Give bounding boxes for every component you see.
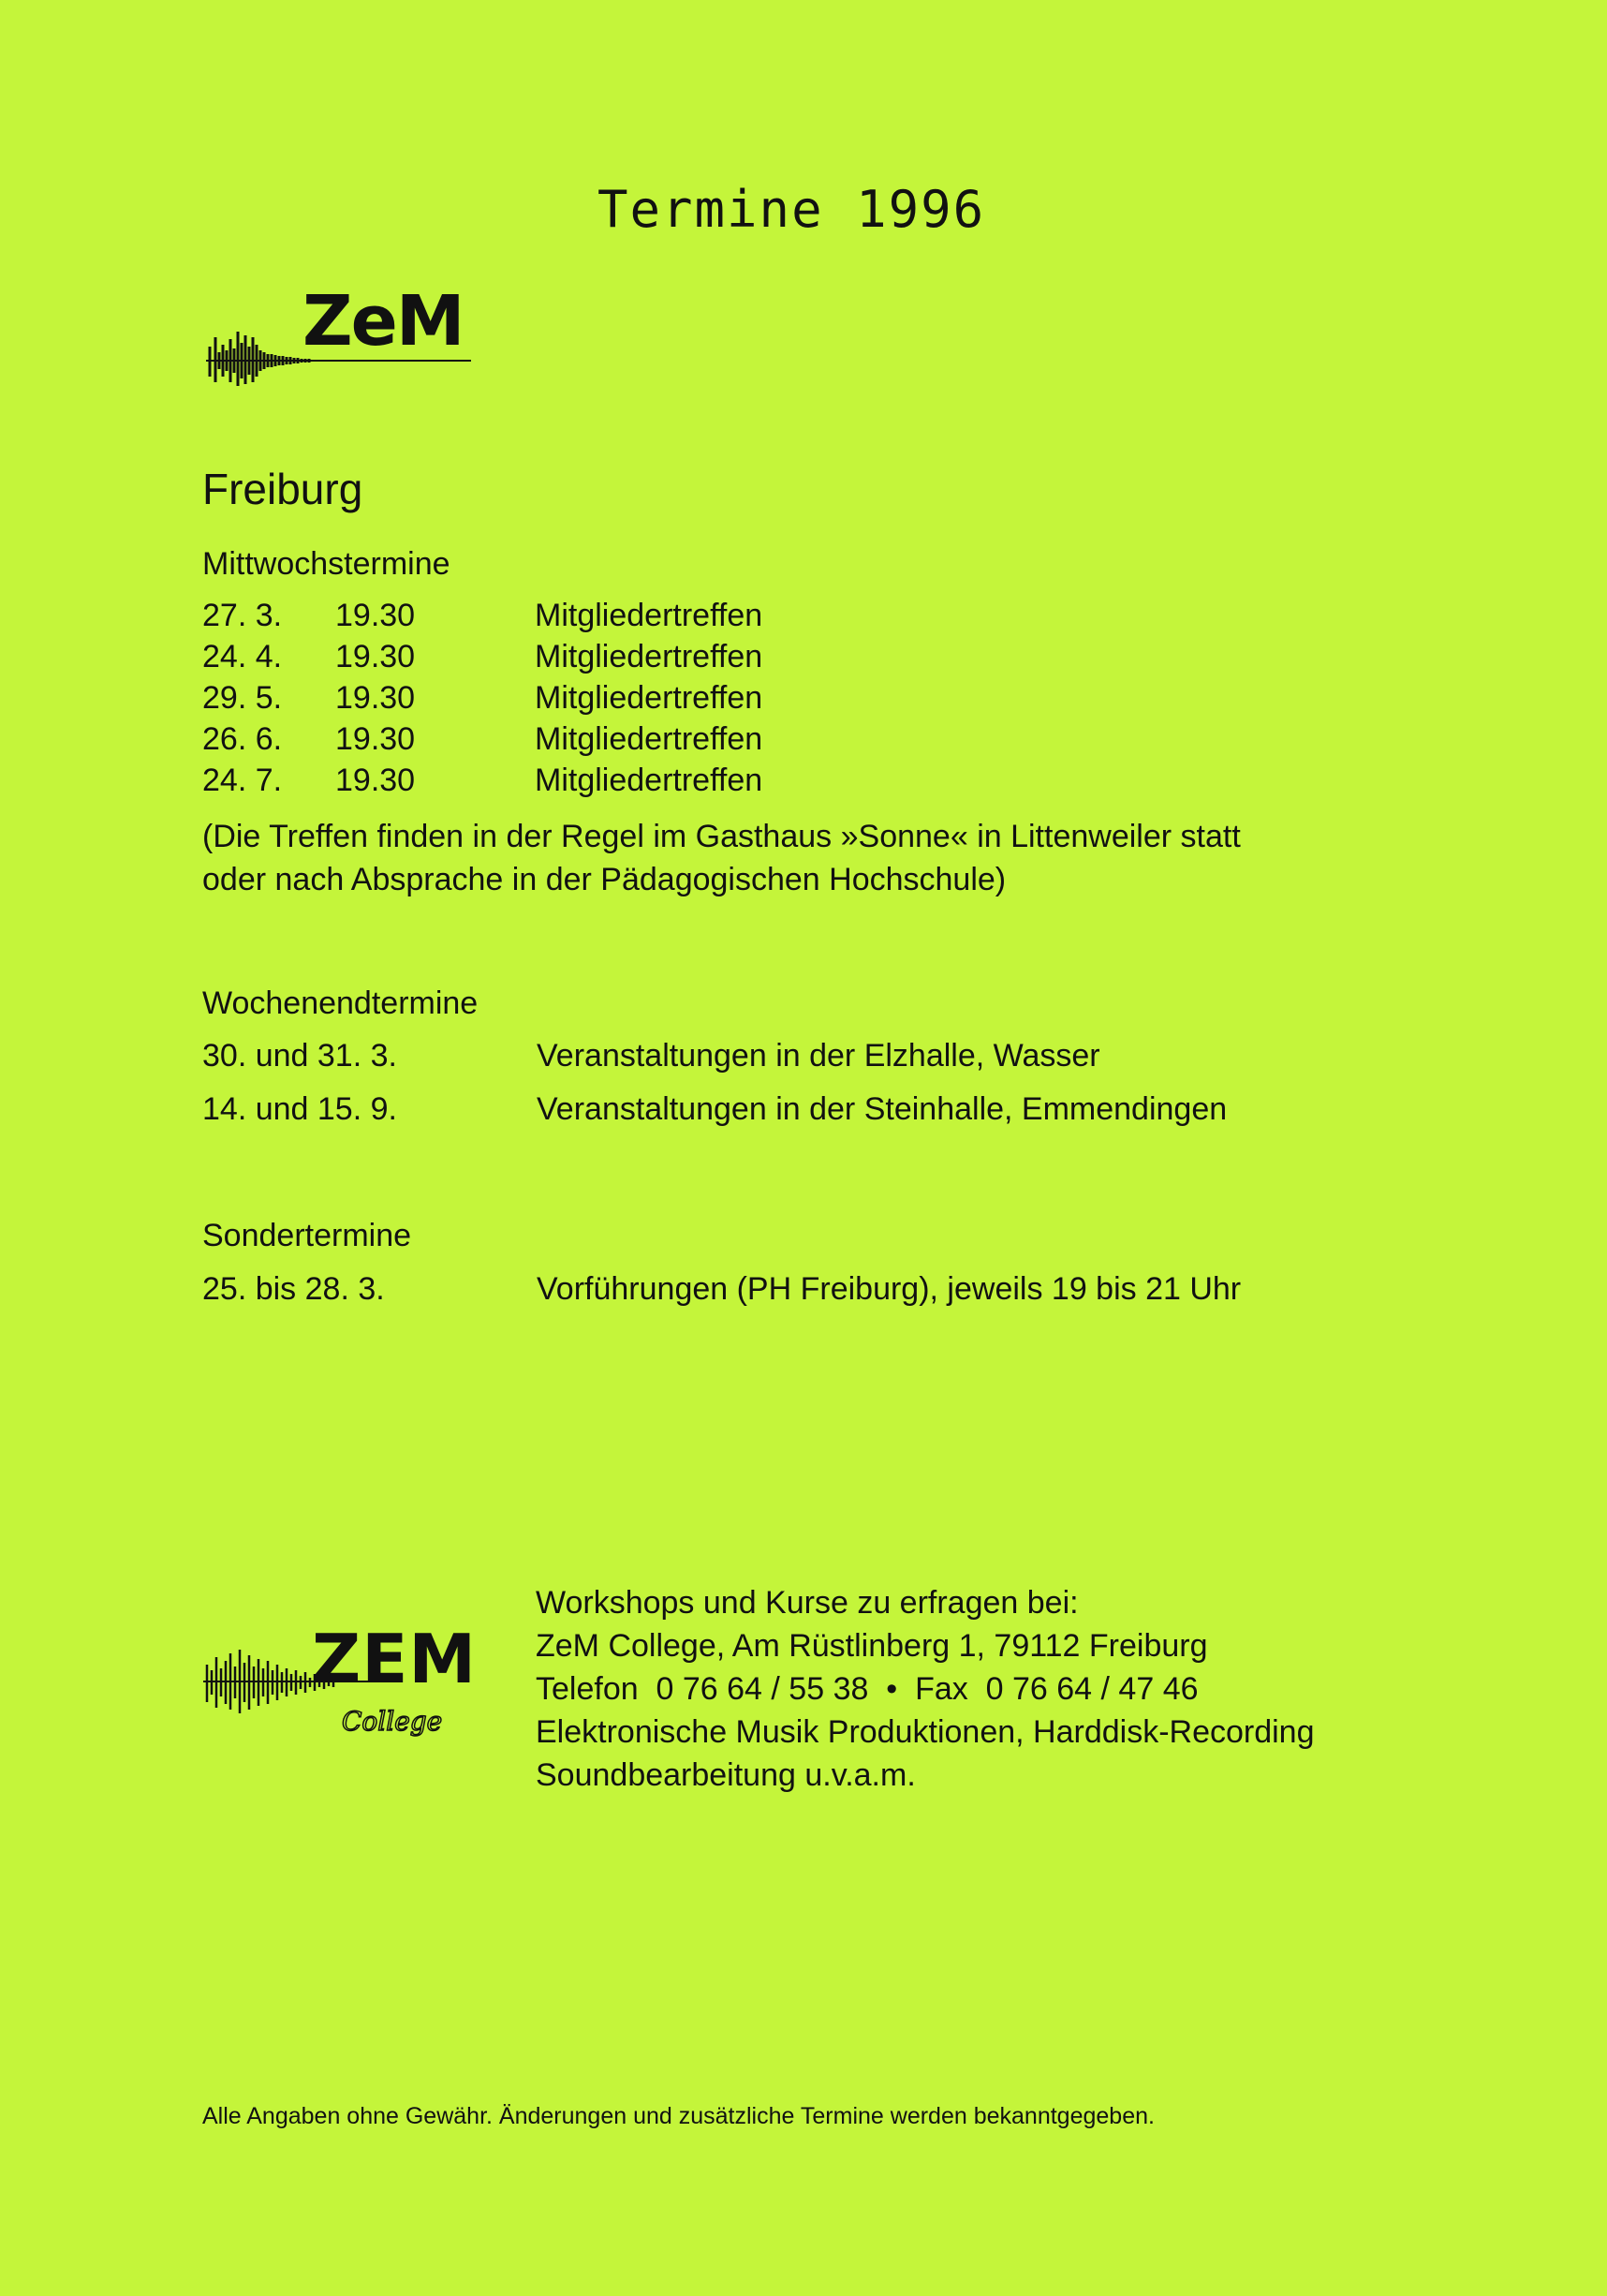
row-date: 29. 5. [202,680,283,716]
row-time: 19.30 [335,763,416,798]
row-desc: Vorführungen (PH Freiburg), jeweils 19 bis 21 Uhr [537,1271,1242,1307]
row-time: 19.30 [335,721,416,757]
row-time: 19.30 [335,598,416,633]
row-date: 25. bis 28. 3. [202,1271,385,1307]
contact-line: Elektronische Musik Produktionen, Harddisk-Recording [536,1714,1315,1750]
logo-text: ZEM [312,1620,478,1698]
row-desc: Mitgliedertreffen [535,598,763,633]
zem-college-logo [201,1616,478,1752]
row-time: 19.30 [335,680,416,716]
special-heading: Sondertermine [202,1218,412,1253]
note-line: (Die Treffen finden in der Regel im Gasthaus »Sonne« in Littenweiler statt [202,819,1241,854]
contact-line: Soundbearbeitung u.v.a.m. [536,1757,916,1793]
note-line: oder nach Absprache in der Pädagogischen Hochschule) [202,862,1007,897]
contact-line: Telefon 0 76 64 / 55 38 • Fax 0 76 64 / 47 46 [536,1671,1199,1707]
logo-subtext: College [342,1706,443,1737]
row-time: 19.30 [335,639,416,674]
wednesday-heading: Mittwochstermine [202,546,450,582]
logo-text: ZeM [302,281,464,362]
page-title: Termine 1996 [597,180,986,239]
row-desc: Mitgliedertreffen [535,639,763,674]
row-desc: Veranstaltungen in der Elzhalle, Wasser [537,1038,1100,1074]
weekend-heading: Wochenendtermine [202,985,479,1021]
row-date: 27. 3. [202,598,283,633]
disclaimer-footer: Alle Angaben ohne Gewähr. Änderungen und zusätzliche Termine werden bekanntgegeben. [202,2103,1155,2129]
row-date: 24. 7. [202,763,283,798]
contact-line: Workshops und Kurse zu erfragen bei: [536,1585,1079,1621]
row-date: 26. 6. [202,721,283,757]
row-date: 30. und 31. 3. [202,1038,397,1074]
contact-line: ZeM College, Am Rüstlinberg 1, 79112 Freiburg [536,1628,1208,1664]
row-desc: Mitgliedertreffen [535,680,763,716]
zem-logo [204,272,476,393]
meeting-note [202,815,1241,901]
row-desc: Veranstaltungen in der Steinhalle, Emmendingen [537,1091,1228,1127]
row-date: 24. 4. [202,639,283,674]
city-heading: Freiburg [202,465,363,513]
row-date: 14. und 15. 9. [202,1091,397,1127]
row-desc: Mitgliedertreffen [535,721,763,757]
contact-block [536,1581,1315,1797]
row-desc: Mitgliedertreffen [535,763,763,798]
